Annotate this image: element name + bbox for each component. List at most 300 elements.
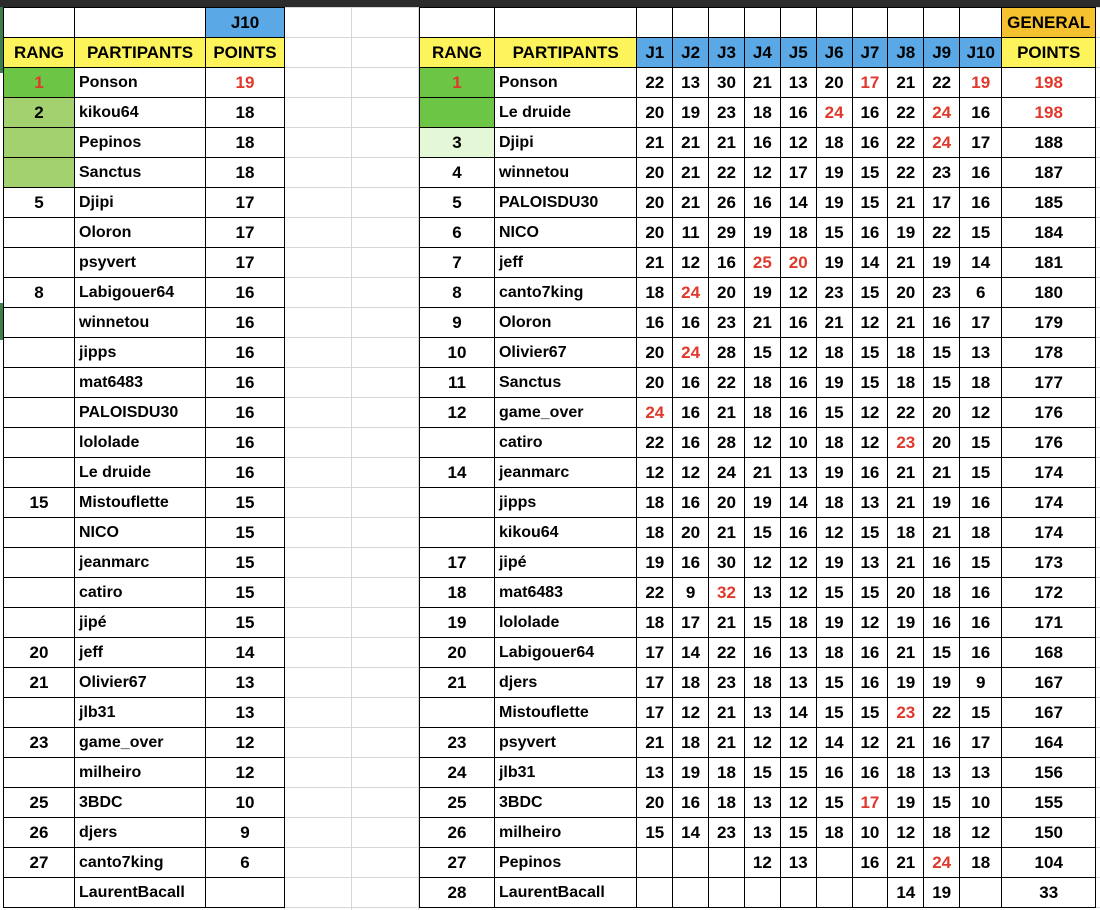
score-cell[interactable]: 20 (888, 578, 924, 608)
score-cell[interactable]: 15 (852, 698, 888, 728)
participant-name-cell[interactable]: canto7king (75, 848, 206, 878)
score-cell[interactable]: 18 (637, 608, 673, 638)
score-cell[interactable]: 15 (960, 218, 1002, 248)
score-cell[interactable]: 21 (744, 68, 780, 98)
score-cell[interactable] (852, 878, 888, 908)
score-cell[interactable]: 24 (673, 278, 709, 308)
score-cell[interactable]: 15 (744, 338, 780, 368)
score-cell[interactable]: 13 (960, 338, 1002, 368)
empty-cell[interactable] (420, 8, 495, 38)
score-cell[interactable]: 15 (637, 818, 673, 848)
total-points-cell[interactable]: 171 (1002, 608, 1096, 638)
score-cell[interactable]: 19 (816, 248, 852, 278)
total-points-cell[interactable]: 178 (1002, 338, 1096, 368)
total-points-cell[interactable]: 167 (1002, 698, 1096, 728)
score-cell[interactable]: 13 (780, 68, 816, 98)
score-cell[interactable]: 15 (960, 698, 1002, 728)
score-cell[interactable]: 14 (780, 488, 816, 518)
total-points-cell[interactable]: 181 (1002, 248, 1096, 278)
score-cell[interactable]: 15 (852, 578, 888, 608)
points-cell[interactable]: 16 (206, 368, 285, 398)
score-cell[interactable]: 16 (852, 98, 888, 128)
score-cell[interactable]: 22 (637, 428, 673, 458)
score-cell[interactable]: 12 (673, 698, 709, 728)
points-cell[interactable]: 15 (206, 488, 285, 518)
score-cell[interactable]: 22 (709, 158, 745, 188)
points-cell[interactable]: 19 (206, 68, 285, 98)
score-cell[interactable] (673, 878, 709, 908)
rank-cell[interactable] (4, 308, 75, 338)
score-cell[interactable]: 15 (816, 218, 852, 248)
score-cell[interactable]: 12 (852, 608, 888, 638)
score-cell[interactable]: 19 (816, 188, 852, 218)
rank-cell[interactable] (4, 698, 75, 728)
header-round[interactable]: J3 (709, 38, 745, 68)
score-cell[interactable]: 19 (888, 788, 924, 818)
participant-name-cell[interactable]: winnetou (494, 158, 636, 188)
participant-name-cell[interactable]: Olivier67 (75, 668, 206, 698)
score-cell[interactable]: 12 (780, 338, 816, 368)
score-cell[interactable]: 15 (852, 188, 888, 218)
points-cell[interactable]: 18 (206, 98, 285, 128)
rank-cell[interactable] (420, 518, 495, 548)
participant-name-cell[interactable]: NICO (494, 218, 636, 248)
score-cell[interactable]: 16 (637, 308, 673, 338)
header-round[interactable]: J6 (816, 38, 852, 68)
rank-cell[interactable] (420, 98, 495, 128)
score-cell[interactable]: 22 (924, 698, 960, 728)
rank-cell[interactable] (4, 218, 75, 248)
participant-name-cell[interactable]: jipé (494, 548, 636, 578)
rank-cell[interactable]: 4 (420, 158, 495, 188)
score-cell[interactable]: 21 (709, 518, 745, 548)
score-cell[interactable]: 19 (816, 368, 852, 398)
empty-cell[interactable] (924, 8, 960, 38)
total-points-cell[interactable]: 176 (1002, 398, 1096, 428)
score-cell[interactable]: 16 (960, 98, 1002, 128)
participant-name-cell[interactable]: jlb31 (494, 758, 636, 788)
rank-cell[interactable]: 7 (420, 248, 495, 278)
score-cell[interactable]: 12 (780, 578, 816, 608)
points-cell[interactable]: 16 (206, 458, 285, 488)
score-cell[interactable]: 19 (673, 758, 709, 788)
score-cell[interactable]: 20 (924, 398, 960, 428)
participant-name-cell[interactable]: Ponson (75, 68, 206, 98)
score-cell[interactable]: 15 (924, 338, 960, 368)
score-cell[interactable]: 21 (924, 458, 960, 488)
score-cell[interactable]: 15 (852, 368, 888, 398)
score-cell[interactable]: 13 (673, 68, 709, 98)
score-cell[interactable]: 12 (780, 548, 816, 578)
participant-name-cell[interactable]: Oloron (494, 308, 636, 338)
participant-name-cell[interactable]: mat6483 (75, 368, 206, 398)
score-cell[interactable]: 21 (709, 608, 745, 638)
total-points-cell[interactable]: 168 (1002, 638, 1096, 668)
score-cell[interactable]: 17 (960, 308, 1002, 338)
participant-name-cell[interactable]: Pepinos (494, 848, 636, 878)
score-cell[interactable]: 23 (709, 668, 745, 698)
score-cell[interactable]: 18 (816, 638, 852, 668)
score-cell[interactable]: 28 (709, 428, 745, 458)
score-cell[interactable]: 16 (673, 308, 709, 338)
rank-cell[interactable]: 23 (420, 728, 495, 758)
score-cell[interactable]: 18 (744, 668, 780, 698)
score-cell[interactable]: 22 (888, 128, 924, 158)
rank-cell[interactable]: 11 (420, 368, 495, 398)
score-cell[interactable]: 16 (960, 158, 1002, 188)
score-cell[interactable]: 16 (744, 638, 780, 668)
rank-cell[interactable]: 3 (420, 128, 495, 158)
score-cell[interactable]: 21 (888, 728, 924, 758)
score-cell[interactable]: 21 (888, 488, 924, 518)
score-cell[interactable]: 21 (744, 308, 780, 338)
score-cell[interactable]: 19 (637, 548, 673, 578)
participant-name-cell[interactable]: Mistouflette (75, 488, 206, 518)
score-cell[interactable]: 16 (744, 188, 780, 218)
score-cell[interactable]: 19 (888, 218, 924, 248)
rank-cell[interactable]: 26 (4, 818, 75, 848)
score-cell[interactable]: 13 (780, 848, 816, 878)
score-cell[interactable]: 13 (960, 758, 1002, 788)
score-cell[interactable]: 21 (709, 728, 745, 758)
score-cell[interactable]: 16 (673, 368, 709, 398)
score-cell[interactable]: 13 (852, 548, 888, 578)
header-round[interactable]: J4 (744, 38, 780, 68)
score-cell[interactable]: 16 (780, 308, 816, 338)
score-cell[interactable]: 15 (960, 428, 1002, 458)
score-cell[interactable]: 21 (673, 158, 709, 188)
header-rang[interactable]: RANG (420, 38, 495, 68)
rank-cell[interactable]: 21 (4, 668, 75, 698)
score-cell[interactable]: 20 (709, 488, 745, 518)
score-cell[interactable]: 15 (816, 668, 852, 698)
header-partipants[interactable]: PARTIPANTS (75, 38, 206, 68)
score-cell[interactable]: 16 (673, 548, 709, 578)
points-cell[interactable]: 16 (206, 338, 285, 368)
points-cell[interactable]: 10 (206, 788, 285, 818)
score-cell[interactable]: 18 (924, 818, 960, 848)
score-cell[interactable]: 20 (637, 188, 673, 218)
rank-cell[interactable] (4, 158, 75, 188)
score-cell[interactable]: 14 (816, 728, 852, 758)
score-cell[interactable]: 20 (637, 98, 673, 128)
score-cell[interactable]: 12 (744, 848, 780, 878)
score-cell[interactable]: 15 (852, 278, 888, 308)
score-cell[interactable]: 12 (673, 248, 709, 278)
score-cell[interactable]: 15 (852, 338, 888, 368)
score-cell[interactable]: 21 (888, 308, 924, 338)
total-points-cell[interactable]: 176 (1002, 428, 1096, 458)
score-cell[interactable]: 15 (960, 548, 1002, 578)
total-points-cell[interactable]: 173 (1002, 548, 1096, 578)
score-cell[interactable]: 22 (709, 638, 745, 668)
score-cell[interactable]: 16 (780, 398, 816, 428)
empty-cell[interactable] (780, 8, 816, 38)
score-cell[interactable]: 13 (744, 698, 780, 728)
score-cell[interactable]: 16 (852, 638, 888, 668)
score-cell[interactable]: 21 (816, 308, 852, 338)
score-cell[interactable]: 16 (960, 188, 1002, 218)
header-round[interactable]: J5 (780, 38, 816, 68)
score-cell[interactable]: 15 (744, 608, 780, 638)
points-cell[interactable]: 16 (206, 428, 285, 458)
empty-cell[interactable] (816, 8, 852, 38)
score-cell[interactable]: 20 (637, 338, 673, 368)
points-cell[interactable]: 12 (206, 728, 285, 758)
score-cell[interactable]: 16 (816, 758, 852, 788)
header-points[interactable]: POINTS (1002, 38, 1096, 68)
score-cell[interactable]: 16 (924, 728, 960, 758)
score-cell[interactable]: 23 (709, 818, 745, 848)
participant-name-cell[interactable]: game_over (75, 728, 206, 758)
rank-cell[interactable]: 12 (420, 398, 495, 428)
score-cell[interactable]: 9 (673, 578, 709, 608)
points-cell[interactable]: 6 (206, 848, 285, 878)
rank-cell[interactable]: 5 (420, 188, 495, 218)
score-cell[interactable]: 23 (924, 278, 960, 308)
score-cell[interactable]: 15 (852, 518, 888, 548)
score-cell[interactable]: 16 (709, 248, 745, 278)
score-cell[interactable]: 20 (637, 218, 673, 248)
score-cell[interactable]: 24 (816, 98, 852, 128)
header-round[interactable]: J2 (673, 38, 709, 68)
score-cell[interactable] (709, 878, 745, 908)
points-cell[interactable]: 18 (206, 158, 285, 188)
score-cell[interactable]: 29 (709, 218, 745, 248)
total-points-cell[interactable]: 188 (1002, 128, 1096, 158)
score-cell[interactable]: 19 (744, 218, 780, 248)
score-cell[interactable]: 15 (816, 578, 852, 608)
score-cell[interactable]: 23 (924, 158, 960, 188)
score-cell[interactable]: 18 (888, 758, 924, 788)
total-points-cell[interactable]: 104 (1002, 848, 1096, 878)
score-cell[interactable]: 21 (709, 398, 745, 428)
score-cell[interactable]: 21 (637, 248, 673, 278)
participant-name-cell[interactable]: Labigouer64 (75, 278, 206, 308)
rank-cell[interactable] (420, 428, 495, 458)
rank-cell[interactable]: 24 (420, 758, 495, 788)
score-cell[interactable]: 30 (709, 548, 745, 578)
score-cell[interactable]: 19 (924, 248, 960, 278)
score-cell[interactable]: 13 (744, 578, 780, 608)
score-cell[interactable]: 15 (960, 458, 1002, 488)
rank-cell[interactable]: 14 (420, 458, 495, 488)
rank-cell[interactable]: 19 (420, 608, 495, 638)
score-cell[interactable]: 9 (960, 668, 1002, 698)
participant-name-cell[interactable]: LaurentBacall (75, 878, 206, 908)
score-cell[interactable]: 21 (888, 68, 924, 98)
total-points-cell[interactable]: 174 (1002, 518, 1096, 548)
rank-cell[interactable]: 27 (420, 848, 495, 878)
score-cell[interactable]: 22 (888, 158, 924, 188)
score-cell[interactable]: 24 (637, 398, 673, 428)
points-cell[interactable]: 16 (206, 278, 285, 308)
total-points-cell[interactable]: 174 (1002, 488, 1096, 518)
points-cell[interactable]: 15 (206, 578, 285, 608)
score-cell[interactable]: 12 (852, 398, 888, 428)
header-rang[interactable]: RANG (4, 38, 75, 68)
participant-name-cell[interactable]: jlb31 (75, 698, 206, 728)
score-cell[interactable]: 18 (960, 848, 1002, 878)
score-cell[interactable] (637, 848, 673, 878)
score-cell[interactable]: 20 (816, 68, 852, 98)
score-cell[interactable]: 12 (780, 278, 816, 308)
points-cell[interactable]: 9 (206, 818, 285, 848)
score-cell[interactable]: 19 (816, 608, 852, 638)
score-cell[interactable]: 18 (673, 728, 709, 758)
score-cell[interactable]: 22 (924, 218, 960, 248)
points-cell[interactable]: 17 (206, 218, 285, 248)
score-cell[interactable]: 15 (744, 758, 780, 788)
rank-cell[interactable] (4, 398, 75, 428)
score-cell[interactable]: 12 (744, 158, 780, 188)
score-cell[interactable]: 13 (780, 638, 816, 668)
rank-cell[interactable]: 8 (4, 278, 75, 308)
score-cell[interactable]: 19 (816, 158, 852, 188)
score-cell[interactable]: 13 (780, 668, 816, 698)
total-points-cell[interactable]: 172 (1002, 578, 1096, 608)
score-cell[interactable]: 19 (924, 488, 960, 518)
empty-cell[interactable] (888, 8, 924, 38)
score-cell[interactable]: 17 (960, 728, 1002, 758)
participant-name-cell[interactable]: milheiro (75, 758, 206, 788)
empty-cell[interactable] (852, 8, 888, 38)
participant-name-cell[interactable]: Sanctus (75, 158, 206, 188)
score-cell[interactable]: 20 (673, 518, 709, 548)
score-cell[interactable]: 18 (744, 398, 780, 428)
score-cell[interactable]: 11 (673, 218, 709, 248)
score-cell[interactable]: 20 (924, 428, 960, 458)
score-cell[interactable]: 22 (888, 398, 924, 428)
rank-cell[interactable] (4, 428, 75, 458)
rank-cell[interactable] (4, 608, 75, 638)
header-round[interactable]: J10 (960, 38, 1002, 68)
score-cell[interactable]: 16 (960, 638, 1002, 668)
participant-name-cell[interactable]: mat6483 (494, 578, 636, 608)
score-cell[interactable]: 19 (816, 548, 852, 578)
score-cell[interactable]: 18 (888, 338, 924, 368)
score-cell[interactable]: 18 (709, 788, 745, 818)
rank-cell[interactable] (4, 878, 75, 908)
participant-name-cell[interactable]: kikou64 (75, 98, 206, 128)
score-cell[interactable]: 18 (816, 128, 852, 158)
score-cell[interactable]: 15 (744, 518, 780, 548)
participant-name-cell[interactable]: jeanmarc (494, 458, 636, 488)
rank-cell[interactable] (4, 578, 75, 608)
rank-cell[interactable] (4, 458, 75, 488)
rank-cell[interactable]: 25 (4, 788, 75, 818)
total-points-cell[interactable]: 150 (1002, 818, 1096, 848)
empty-cell[interactable] (4, 8, 75, 38)
total-points-cell[interactable]: 167 (1002, 668, 1096, 698)
score-cell[interactable]: 16 (852, 458, 888, 488)
score-cell[interactable]: 24 (924, 98, 960, 128)
points-cell[interactable] (206, 878, 285, 908)
score-cell[interactable]: 21 (888, 188, 924, 218)
score-cell[interactable] (673, 848, 709, 878)
rank-cell[interactable]: 8 (420, 278, 495, 308)
score-cell[interactable]: 13 (744, 788, 780, 818)
score-cell[interactable]: 19 (924, 878, 960, 908)
score-cell[interactable]: 20 (637, 158, 673, 188)
header-round[interactable]: J8 (888, 38, 924, 68)
score-cell[interactable]: 21 (888, 248, 924, 278)
score-cell[interactable]: 16 (960, 608, 1002, 638)
score-cell[interactable]: 18 (816, 488, 852, 518)
participant-name-cell[interactable]: Ponson (494, 68, 636, 98)
score-cell[interactable]: 12 (637, 458, 673, 488)
score-cell[interactable]: 16 (673, 428, 709, 458)
participant-name-cell[interactable]: NICO (75, 518, 206, 548)
score-cell[interactable]: 17 (673, 608, 709, 638)
rank-cell[interactable]: 28 (420, 878, 495, 908)
participant-name-cell[interactable]: milheiro (494, 818, 636, 848)
score-cell[interactable]: 20 (709, 278, 745, 308)
score-cell[interactable]: 15 (816, 788, 852, 818)
participant-name-cell[interactable]: Olivier67 (494, 338, 636, 368)
participant-name-cell[interactable]: PALOISDU30 (75, 398, 206, 428)
score-cell[interactable]: 22 (637, 578, 673, 608)
score-cell[interactable]: 17 (637, 698, 673, 728)
score-cell[interactable]: 21 (924, 518, 960, 548)
empty-cell[interactable] (709, 8, 745, 38)
score-cell[interactable]: 21 (888, 458, 924, 488)
total-points-cell[interactable]: 198 (1002, 68, 1096, 98)
score-cell[interactable]: 15 (780, 818, 816, 848)
score-cell[interactable]: 22 (888, 98, 924, 128)
score-cell[interactable]: 23 (888, 698, 924, 728)
rank-cell[interactable]: 18 (420, 578, 495, 608)
empty-cell[interactable] (960, 8, 1002, 38)
score-cell[interactable]: 12 (888, 818, 924, 848)
score-cell[interactable]: 19 (673, 98, 709, 128)
participant-name-cell[interactable]: jipps (75, 338, 206, 368)
total-points-cell[interactable]: 174 (1002, 458, 1096, 488)
score-cell[interactable]: 21 (744, 458, 780, 488)
points-cell[interactable]: 12 (206, 758, 285, 788)
score-cell[interactable]: 12 (960, 818, 1002, 848)
participant-name-cell[interactable]: Sanctus (494, 368, 636, 398)
rank-cell[interactable]: 26 (420, 818, 495, 848)
score-cell[interactable]: 16 (852, 218, 888, 248)
score-cell[interactable]: 19 (816, 458, 852, 488)
participant-name-cell[interactable]: lololade (494, 608, 636, 638)
score-cell[interactable]: 25 (744, 248, 780, 278)
rank-cell[interactable] (4, 338, 75, 368)
score-cell[interactable]: 13 (852, 488, 888, 518)
score-cell[interactable] (960, 878, 1002, 908)
rank-cell[interactable]: 21 (420, 668, 495, 698)
total-points-cell[interactable]: 155 (1002, 788, 1096, 818)
empty-cell[interactable] (494, 8, 636, 38)
score-cell[interactable]: 16 (673, 488, 709, 518)
score-cell[interactable]: 15 (924, 788, 960, 818)
score-cell[interactable]: 16 (673, 788, 709, 818)
score-cell[interactable] (709, 848, 745, 878)
score-cell[interactable]: 17 (852, 68, 888, 98)
score-cell[interactable]: 18 (960, 518, 1002, 548)
score-cell[interactable]: 16 (780, 368, 816, 398)
score-cell[interactable]: 21 (709, 698, 745, 728)
score-cell[interactable]: 14 (673, 638, 709, 668)
score-cell[interactable]: 10 (852, 818, 888, 848)
participant-name-cell[interactable]: canto7king (494, 278, 636, 308)
rank-cell[interactable] (4, 548, 75, 578)
score-cell[interactable]: 18 (888, 368, 924, 398)
score-cell[interactable]: 14 (780, 698, 816, 728)
score-cell[interactable]: 18 (780, 608, 816, 638)
score-cell[interactable]: 19 (744, 488, 780, 518)
